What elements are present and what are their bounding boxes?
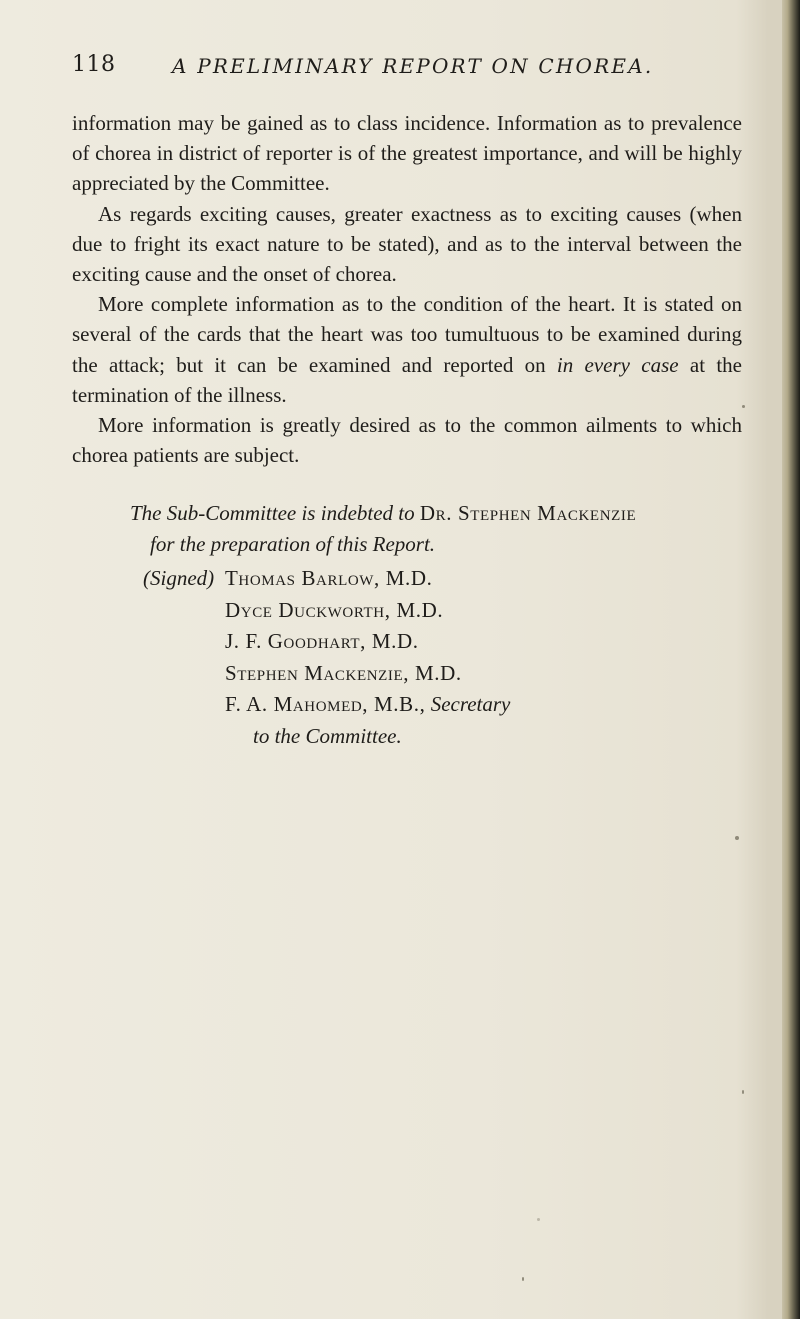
acknowledgement (100, 498, 740, 560)
paragraph-heart-condition (72, 289, 742, 410)
report-body (72, 108, 742, 470)
paragraph-common-ailments: More information is greatly desired as to the common ailments to which chorea patients are subject. (72, 413, 742, 468)
signatory-mackenzie: Stephen Mackenzie, M.D. (225, 660, 462, 685)
signatory-duckworth: Dyce Duckworth, M.D. (225, 597, 444, 622)
acknowledgement-line-1 (130, 498, 740, 529)
book-spine-edge (782, 0, 800, 1319)
signed-label: (Signed) (143, 566, 215, 590)
signatory-mahomed-role-cont: to the Committee. (253, 723, 402, 748)
signature-block (143, 563, 745, 752)
acknowledged-author: Dr. Stephen Mackenzie (419, 501, 637, 525)
acknowledgement-purpose: for the preparation of this Report. (150, 532, 436, 556)
signatory-mahomed (225, 689, 745, 721)
signatory-goodhart: J. F. Goodhart, M.D. (225, 629, 419, 653)
paper-speck (735, 836, 739, 840)
paragraph-heart-text-1: More complete information as to the condition of the heart. It is stated on several of the cards that the heart was too tumultuous to be examined during the attack; but it can be examined and reported on (72, 292, 742, 377)
paragraph-exciting-causes: As regards exciting causes, greater exactness as to exciting causes (when due to fright its exact nature to be stated), and as to the interval between the exciting cause and the onset of chorea. (72, 201, 742, 287)
paper-speck (742, 405, 745, 408)
acknowledgement-line-2 (150, 529, 740, 560)
running-title: A PRELIMINARY REPORT ON CHOREA. (172, 54, 654, 78)
paragraph-heart-text-2: at the termination of the illness. (72, 352, 742, 407)
paragraph-class-incidence: information may be gained as to class incidence. Information as to prevalence of chorea in district of reporter is of the greatest importance, and will be highly appreciated by the Committee. (72, 111, 742, 196)
paper-speck (537, 1218, 540, 1221)
page-number: 118 (72, 52, 116, 77)
signatory-mahomed-role: Secretary (430, 692, 511, 716)
signatory-barlow: Thomas Barlow, M.D. (225, 566, 433, 590)
emphasis-every-case: in every case (556, 352, 679, 377)
page-header (72, 52, 732, 92)
signatory-mahomed-name: F. A. Mahomed, M.B., (225, 692, 426, 716)
paper-speck (522, 1277, 524, 1281)
paper-speck (742, 1090, 744, 1094)
acknowledgement-intro: The Sub-Committee is indebted to (130, 501, 415, 525)
